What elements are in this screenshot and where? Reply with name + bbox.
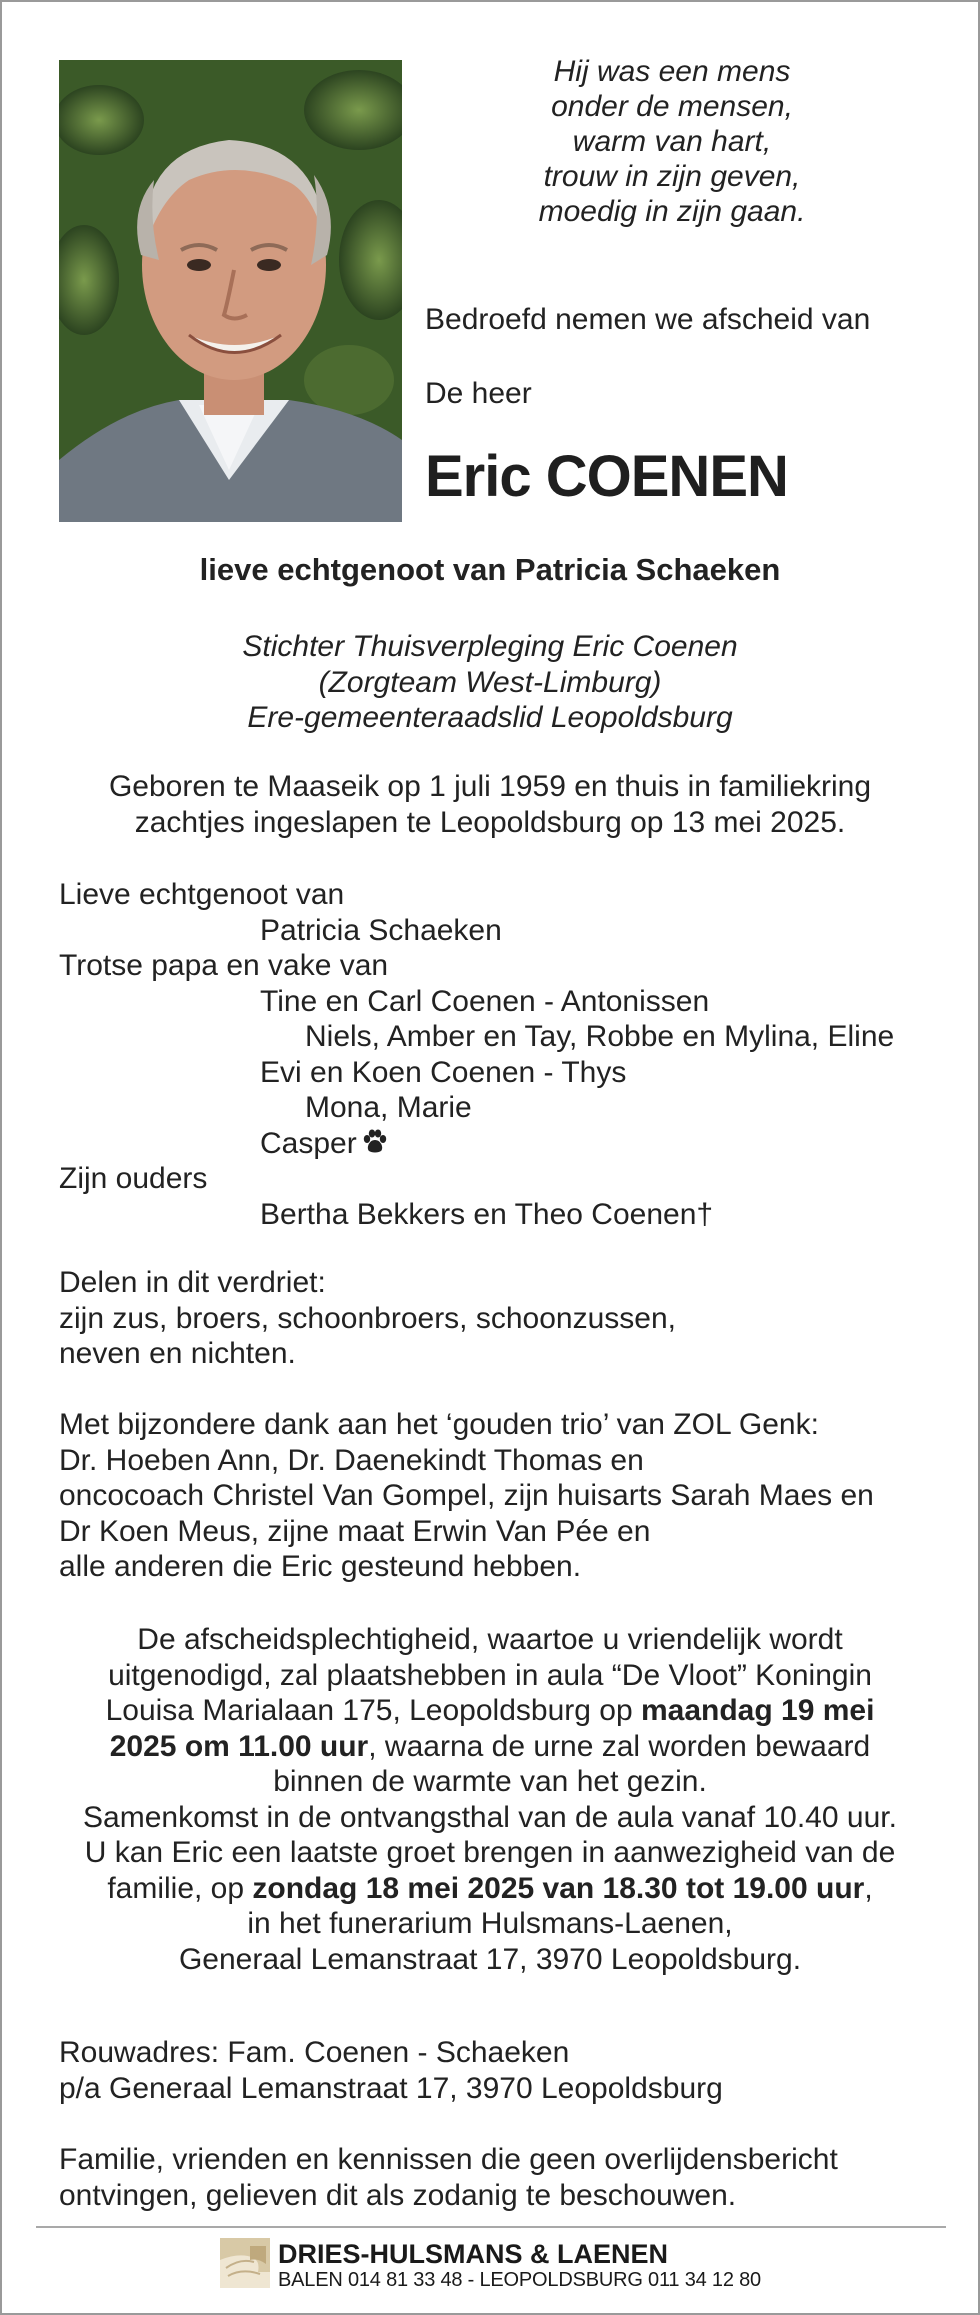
role-line: Stichter Thuisverpleging Eric Coenen bbox=[242, 630, 738, 663]
ceremony-line: U kan Eric een laatste groet brengen in aanwezigheid van de bbox=[84, 1836, 896, 1869]
closing-note bbox=[59, 2142, 939, 2213]
address-line: p/a Generaal Lemanstraat 17, 3970 Leopoldsburg bbox=[59, 2071, 723, 2105]
ceremony-line: De afscheidsplechtigheid, waartoe u vriendelijk wordt bbox=[137, 1623, 843, 1656]
ceremony-line: Samenkomst in de ontvangsthal van de aula vanaf 10.40 uur. bbox=[83, 1800, 897, 1834]
thanks-line: oncocoach Christel Van Gompel, zijn huisarts Sarah Maes en bbox=[59, 1479, 874, 1512]
closing-line: Familie, vrienden en kennissen die geen overlijdensbericht bbox=[59, 2143, 838, 2176]
thanks-line: Dr. Hoeben Ann, Dr. Daenekindt Thomas en bbox=[59, 1443, 644, 1477]
ceremony-text: , bbox=[864, 1871, 873, 1905]
thanks-block bbox=[59, 1407, 959, 1585]
role-line: Ere-gemeenteraadslid Leopoldsburg bbox=[247, 701, 733, 734]
spouse-name: Patricia Schaeken bbox=[260, 913, 502, 947]
portrait-illustration bbox=[59, 60, 402, 522]
ceremony-line bbox=[2, 1693, 978, 1729]
address-line: Rouwadres: Fam. Coenen - Schaeken bbox=[59, 2036, 570, 2069]
quote-line: warm van hart, bbox=[572, 125, 772, 158]
memorial-quote bbox=[442, 54, 902, 229]
ceremony-line: in het funerarium Hulsmans-Laenen, bbox=[247, 1907, 733, 1940]
funeral-home-logo-icon bbox=[220, 2238, 270, 2288]
ceremony-text: familie, op bbox=[107, 1871, 253, 1905]
spouse-line: lieve echtgenoot van Patricia Schaeken bbox=[199, 552, 781, 587]
honorific: De heer bbox=[425, 377, 532, 410]
portrait-photo bbox=[59, 60, 402, 522]
child-family-1: Tine en Carl Coenen - Antonissen bbox=[260, 984, 710, 1018]
role-line: (Zorgteam West-Limburg) bbox=[318, 665, 662, 699]
birth-line: zachtjes ingeslapen te Leopoldsburg op 13 mei 2025. bbox=[134, 805, 846, 839]
quote-line: moedig in zijn gaan. bbox=[538, 195, 806, 228]
share-line: zijn zus, broers, schoonbroers, schoonzussen, bbox=[59, 1301, 676, 1335]
footer-divider bbox=[36, 2226, 946, 2228]
thanks-line: alle anderen die Eric gesteund hebben. bbox=[59, 1550, 582, 1583]
parents-label: Zijn ouders bbox=[59, 1162, 208, 1195]
share-line: neven en nichten. bbox=[59, 1337, 296, 1370]
share-grief-block bbox=[59, 1265, 939, 1372]
ceremony-time: 2025 om 11.00 uur bbox=[109, 1729, 369, 1763]
closing-line: ontvingen, gelieven dit als zodanig te beschouwen. bbox=[59, 2178, 737, 2212]
ceremony-line bbox=[2, 1729, 978, 1765]
ceremony-date: maandag 19 mei bbox=[640, 1694, 875, 1727]
spouse-label: Lieve echtgenoot van bbox=[59, 878, 345, 911]
grandchildren-2: Mona, Marie bbox=[305, 1091, 472, 1124]
ceremony-block bbox=[2, 1622, 978, 1977]
paw-icon bbox=[361, 1129, 389, 1155]
ceremony-line bbox=[2, 1871, 978, 1907]
birth-death-block bbox=[2, 769, 978, 840]
ceremony-text: , waarna de urne zal worden bewaard bbox=[368, 1729, 871, 1763]
intro-text: Bedroefd nemen we afscheid van bbox=[425, 303, 871, 336]
ceremony-text: Louisa Marialaan 175, Leopoldsburg op bbox=[105, 1694, 641, 1727]
child-family-2: Evi en Koen Coenen - Thys bbox=[260, 1055, 627, 1089]
family-block bbox=[59, 877, 939, 1232]
funeral-home-name: DRIES-HULSMANS & LAENEN bbox=[278, 2239, 669, 2269]
grandchildren-1: Niels, Amber en Tay, Robbe en Mylina, Eline bbox=[305, 1020, 895, 1053]
children-label: Trotse papa en vake van bbox=[59, 949, 389, 982]
ceremony-line: uitgenodigd, zal plaatshebben in aula “De Vloot” Koningin bbox=[108, 1658, 872, 1692]
pet-line bbox=[59, 1126, 939, 1162]
pet-name: Casper bbox=[260, 1126, 357, 1160]
deceased-name: Eric COENEN bbox=[425, 444, 788, 509]
share-line: Delen in dit verdriet: bbox=[59, 1266, 326, 1299]
parents-names: Bertha Bekkers en Theo Coenen† bbox=[260, 1197, 714, 1231]
roles-block bbox=[2, 629, 978, 736]
visitation-datetime: zondag 18 mei 2025 van 18.30 tot 19.00 uur bbox=[252, 1871, 865, 1905]
quote-line: onder de mensen, bbox=[551, 90, 793, 123]
birth-line: Geboren te Maaseik op 1 juli 1959 en thuis in familiekring bbox=[108, 770, 872, 803]
mourning-address-block bbox=[59, 2035, 939, 2106]
funeral-home-contact: BALEN 014 81 33 48 - LEOPOLDSBURG 011 34 12 80 bbox=[278, 2269, 761, 2291]
thanks-line: Dr Koen Meus, zijne maat Erwin Van Pée en bbox=[59, 1514, 651, 1548]
thanks-line: Met bijzondere dank aan het ‘gouden trio’ van ZOL Genk: bbox=[59, 1408, 819, 1441]
ceremony-line: Generaal Lemanstraat 17, 3970 Leopoldsburg. bbox=[178, 1942, 802, 1976]
quote-line: Hij was een mens bbox=[553, 55, 791, 88]
ceremony-line: binnen de warmte van het gezin. bbox=[273, 1765, 707, 1798]
quote-line: trouw in zijn geven, bbox=[543, 160, 801, 193]
